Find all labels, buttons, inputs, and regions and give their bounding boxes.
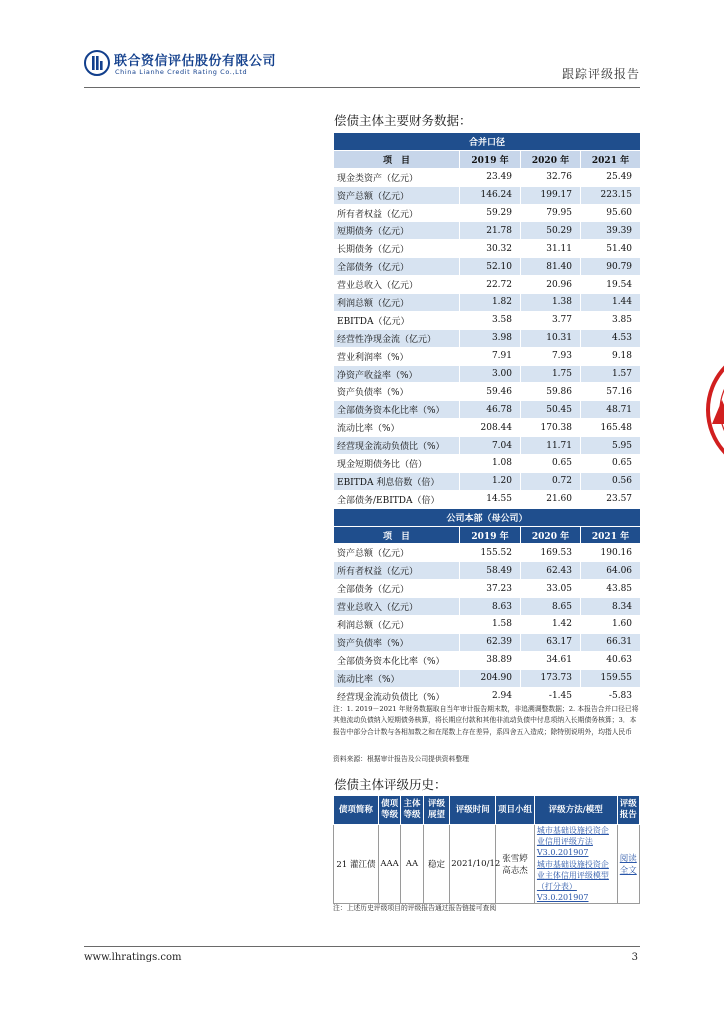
row-item-label: 营业总收入（亿元） <box>334 276 460 294</box>
row-value: 2.94 <box>460 687 521 705</box>
row-value: 1.38 <box>521 294 581 312</box>
row-value: 4.53 <box>581 329 641 347</box>
table-row <box>334 633 641 651</box>
row-value: 38.89 <box>460 651 521 669</box>
row-value: 57.16 <box>581 383 641 401</box>
table-row <box>334 580 641 598</box>
table-row <box>334 401 641 419</box>
row-value: 7.04 <box>460 437 521 455</box>
rating-history-table <box>333 795 640 904</box>
table-row <box>334 455 641 473</box>
row-value: 1.60 <box>581 616 641 634</box>
page-number: 3 <box>631 952 638 963</box>
table-row <box>334 365 641 383</box>
bond-rating: AAA <box>378 825 400 904</box>
consolidated-year-header-row <box>334 150 641 168</box>
rating-methods <box>534 825 617 904</box>
table-row <box>334 258 641 276</box>
row-value: 11.71 <box>521 437 581 455</box>
row-value: 59.46 <box>460 383 521 401</box>
row-value: 3.77 <box>521 311 581 329</box>
page-footer <box>84 946 640 963</box>
history-note: 注：上述历史评级项目的评级报告通过报告链接可查阅 <box>333 904 497 912</box>
row-value: 0.65 <box>521 455 581 473</box>
method-link-2[interactable]: 城市基础设施投资企业主体信用评级模型（打分表）V3.0.201907 <box>536 859 609 903</box>
row-value: 50.29 <box>521 222 581 240</box>
table-row <box>334 616 641 634</box>
row-value: 8.34 <box>581 598 641 616</box>
table-row <box>334 544 641 562</box>
row-value: 58.49 <box>460 562 521 580</box>
table-row <box>334 276 641 294</box>
lianhe-logo-icon <box>84 50 110 76</box>
row-item-label: 全部债务/EBITDA（倍） <box>334 490 460 508</box>
data-source: 资料来源：根据审计报告及公司提供资料整理 <box>333 755 469 763</box>
seal-stamp-icon <box>700 330 724 490</box>
row-value: 0.72 <box>521 472 581 490</box>
row-value: 22.72 <box>460 276 521 294</box>
row-item-label: 资产负债率（%） <box>334 383 460 401</box>
item-header: 项 目 <box>334 526 460 544</box>
row-value: 159.55 <box>581 669 641 687</box>
row-value: 8.65 <box>521 598 581 616</box>
report-type: 跟踪评级报告 <box>561 67 640 81</box>
row-value: 1.75 <box>521 365 581 383</box>
row-item-label: 流动比率（%） <box>334 419 460 437</box>
row-value: 204.90 <box>460 669 521 687</box>
row-value: 173.73 <box>521 669 581 687</box>
row-value: 81.40 <box>521 258 581 276</box>
company-name-en: China Lianhe Credit Rating Co.,Ltd <box>115 68 248 76</box>
row-value: 199.17 <box>521 186 581 204</box>
financial-table <box>333 132 641 706</box>
row-value: 95.60 <box>581 204 641 222</box>
row-value: 0.65 <box>581 455 641 473</box>
consolidated-label: 合并口径 <box>334 133 641 151</box>
row-value: 51.40 <box>581 240 641 258</box>
website-link[interactable]: www.lhratings.com <box>84 952 182 963</box>
table-row <box>334 419 641 437</box>
row-value: 1.20 <box>460 472 521 490</box>
year-header: 2020 年 <box>521 526 581 544</box>
table-row <box>334 347 641 365</box>
table-row <box>334 687 641 705</box>
row-value: 3.98 <box>460 329 521 347</box>
item-header: 项 目 <box>334 150 460 168</box>
row-value: 1.57 <box>581 365 641 383</box>
read-report-link[interactable]: 阅读全文 <box>617 825 639 904</box>
row-value: 52.10 <box>460 258 521 276</box>
table-row <box>334 240 641 258</box>
row-value: 165.48 <box>581 419 641 437</box>
row-item-label: 全部债务资本化比率（%） <box>334 651 460 669</box>
history-row <box>334 825 640 904</box>
row-value: 3.85 <box>581 311 641 329</box>
row-item-label: 所有者权益（亿元） <box>334 562 460 580</box>
row-value: 25.49 <box>581 168 641 186</box>
row-value: 19.54 <box>581 276 641 294</box>
row-item-label: 流动比率（%） <box>334 669 460 687</box>
rating-outlook: 稳定 <box>423 825 450 904</box>
year-header: 2019 年 <box>460 150 521 168</box>
row-value: 31.11 <box>521 240 581 258</box>
row-value: 10.31 <box>521 329 581 347</box>
table-row <box>334 222 641 240</box>
row-value: 223.15 <box>581 186 641 204</box>
row-item-label: 短期债务（亿元） <box>334 222 460 240</box>
row-item-label: 经营现金流动负债比（%） <box>334 687 460 705</box>
row-value: 169.53 <box>521 544 581 562</box>
history-section-title: 偿债主体评级历史： <box>334 777 447 792</box>
financial-section-title: 偿债主体主要财务数据： <box>334 113 472 128</box>
row-item-label: 利润总额（亿元） <box>334 616 460 634</box>
row-value: 39.39 <box>581 222 641 240</box>
row-item-label: 长期债务（亿元） <box>334 240 460 258</box>
row-item-label: 资产总额（亿元） <box>334 186 460 204</box>
row-item-label: EBITDA（亿元） <box>334 311 460 329</box>
year-header: 2019 年 <box>460 526 521 544</box>
row-item-label: 现金短期债务比（倍） <box>334 455 460 473</box>
row-value: 23.49 <box>460 168 521 186</box>
table-row <box>334 204 641 222</box>
row-item-label: 现金类资产（亿元） <box>334 168 460 186</box>
row-value: 146.24 <box>460 186 521 204</box>
row-value: 79.95 <box>521 204 581 222</box>
row-value: 1.44 <box>581 294 641 312</box>
row-value: 48.71 <box>581 401 641 419</box>
row-item-label: 经营性净现金流（亿元） <box>334 329 460 347</box>
row-item-label: 营业总收入（亿元） <box>334 598 460 616</box>
row-value: 208.44 <box>460 419 521 437</box>
project-team: 张雪婷 高志杰 <box>496 825 535 904</box>
rating-date: 2021/10/12 <box>450 825 496 904</box>
bond-name: 21 灌江债 <box>334 825 379 904</box>
table-row <box>334 168 641 186</box>
row-value: 21.78 <box>460 222 521 240</box>
row-value: 40.63 <box>581 651 641 669</box>
row-item-label: 资产总额（亿元） <box>334 544 460 562</box>
financial-note: 注：1. 2019－2021 年财务数据取自当年审计报告期末数，非追溯调整数据；2. 本报告合并口径已将其他流动负债纳入短期债务核算，将长期应付款和其他非流动负债中付息项纳入长期债务核算；3．本报告中部分合计数与各相加数之和在尾数上存在差异，系四舍五入造成；除特别说明外，均指人民币 <box>333 705 639 736</box>
row-value: 21.60 <box>521 490 581 508</box>
row-value: 9.18 <box>581 347 641 365</box>
row-value: 33.05 <box>521 580 581 598</box>
row-value: 1.58 <box>460 616 521 634</box>
row-item-label: 净资产收益率（%） <box>334 365 460 383</box>
year-header: 2021 年 <box>581 526 641 544</box>
row-value: 155.52 <box>460 544 521 562</box>
row-value: -1.45 <box>521 687 581 705</box>
row-item-label: EBITDA 利息倍数（倍） <box>334 472 460 490</box>
row-item-label: 全部债务资本化比率（%） <box>334 401 460 419</box>
method-link-1[interactable]: 城市基础设施投资企业信用评级方法 V3.0.201907 <box>536 826 609 858</box>
row-value: 170.38 <box>521 419 581 437</box>
row-value: 63.17 <box>521 633 581 651</box>
row-value: 34.61 <box>521 651 581 669</box>
table-row <box>334 437 641 455</box>
row-value: -5.83 <box>581 687 641 705</box>
table-row <box>334 598 641 616</box>
row-item-label: 全部债务（亿元） <box>334 580 460 598</box>
table-row <box>334 311 641 329</box>
row-item-label: 营业利润率（%） <box>334 347 460 365</box>
row-value: 1.08 <box>460 455 521 473</box>
row-value: 14.55 <box>460 490 521 508</box>
table-row <box>334 383 641 401</box>
company-name-cn: 联合资信评估股份有限公司 <box>114 54 277 69</box>
row-value: 20.96 <box>521 276 581 294</box>
row-value: 43.85 <box>581 580 641 598</box>
table-row <box>334 472 641 490</box>
history-header-cell: 债项简称 <box>334 796 379 825</box>
history-header-cell: 评级报告 <box>617 796 639 825</box>
history-header-cell: 项目小组 <box>496 796 535 825</box>
parent-label: 公司本部（母公司） <box>334 508 641 526</box>
row-value: 0.56 <box>581 472 641 490</box>
row-value: 23.57 <box>581 490 641 508</box>
row-item-label: 全部债务（亿元） <box>334 258 460 276</box>
parent-label-row <box>334 508 641 526</box>
row-value: 90.79 <box>581 258 641 276</box>
history-header-cell: 评级时间 <box>450 796 496 825</box>
history-header-cell: 主体等级 <box>401 796 423 825</box>
row-item-label: 利润总额（亿元） <box>334 294 460 312</box>
consolidated-label-row <box>334 133 641 151</box>
row-value: 62.43 <box>521 562 581 580</box>
table-row <box>334 562 641 580</box>
row-value: 50.45 <box>521 401 581 419</box>
row-value: 37.23 <box>460 580 521 598</box>
table-row <box>334 186 641 204</box>
history-header-cell: 债项等级 <box>378 796 400 825</box>
row-value: 59.29 <box>460 204 521 222</box>
row-item-label: 所有者权益（亿元） <box>334 204 460 222</box>
history-header-cell: 评级展望 <box>423 796 450 825</box>
row-item-label: 经营现金流动负债比（%） <box>334 437 460 455</box>
row-value: 7.91 <box>460 347 521 365</box>
table-row <box>334 294 641 312</box>
year-header: 2020 年 <box>521 150 581 168</box>
row-value: 1.42 <box>521 616 581 634</box>
row-value: 3.58 <box>460 311 521 329</box>
row-value: 3.00 <box>460 365 521 383</box>
row-value: 30.32 <box>460 240 521 258</box>
issuer-rating: AA <box>401 825 423 904</box>
row-value: 7.93 <box>521 347 581 365</box>
table-row <box>334 669 641 687</box>
row-value: 66.31 <box>581 633 641 651</box>
table-row <box>334 329 641 347</box>
row-value: 1.82 <box>460 294 521 312</box>
row-value: 46.78 <box>460 401 521 419</box>
table-row <box>334 651 641 669</box>
row-value: 8.63 <box>460 598 521 616</box>
row-value: 190.16 <box>581 544 641 562</box>
parent-year-header-row <box>334 526 641 544</box>
row-value: 5.95 <box>581 437 641 455</box>
row-item-label: 资产负债率（%） <box>334 633 460 651</box>
row-value: 64.06 <box>581 562 641 580</box>
row-value: 59.86 <box>521 383 581 401</box>
year-header: 2021 年 <box>581 150 641 168</box>
row-value: 32.76 <box>521 168 581 186</box>
history-header-row <box>334 796 640 825</box>
history-header-cell: 评级方法/模型 <box>534 796 617 825</box>
page-header <box>84 46 640 88</box>
table-row <box>334 490 641 508</box>
row-value: 62.39 <box>460 633 521 651</box>
